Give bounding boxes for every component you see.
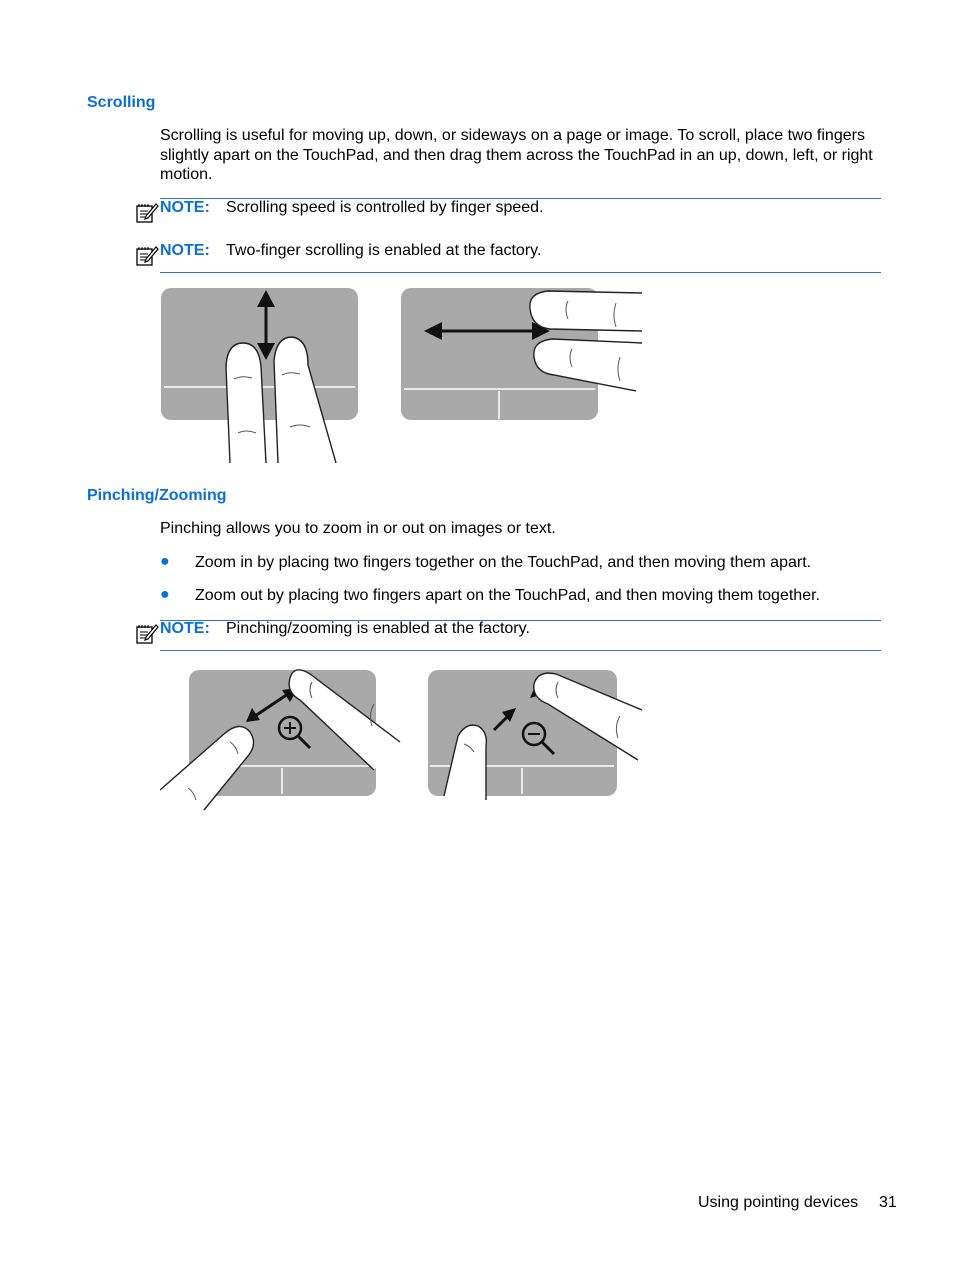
- note-text: Two-finger scrolling is enabled at the factory.: [226, 242, 542, 259]
- scrolling-paragraph-line: Scrolling is useful for moving up, down, or sideways on a page or image. To scroll, place two fingers: [160, 127, 865, 144]
- scrolling-paragraph-line: motion.: [160, 166, 213, 183]
- pinching-paragraph: Pinching allows you to zoom in or out on images or text.: [160, 520, 556, 537]
- note-pad-icon: [135, 201, 159, 223]
- bullet-dot: ●: [160, 553, 170, 570]
- zoom-out-illustration: [426, 660, 644, 812]
- bullet-dot: ●: [160, 586, 170, 603]
- page-number: 31: [879, 1194, 897, 1211]
- scrolling-paragraph-line: slightly apart on the TouchPad, and then drag them across the TouchPad in an up, down, left, or right: [160, 146, 873, 164]
- note-text: Pinching/zooming is enabled at the factory.: [226, 620, 530, 637]
- bullet-item: Zoom in by placing two fingers together on the TouchPad, and then moving them apart.: [195, 554, 812, 571]
- note-pad-icon: [135, 244, 159, 266]
- heading-pinching-zooming: Pinching/Zooming: [87, 487, 227, 504]
- scrolling-paragraph: [160, 126, 900, 185]
- vertical-scroll-illustration: [160, 287, 360, 463]
- horizontal-scroll-illustration: [400, 287, 642, 423]
- note-rule-bottom: [160, 650, 881, 651]
- note-label: NOTE:: [160, 620, 210, 637]
- bullet-item: Zoom out by placing two fingers apart on the TouchPad, and then moving them together.: [195, 587, 820, 604]
- heading-scrolling: Scrolling: [87, 94, 156, 111]
- note-label: NOTE:: [160, 199, 210, 216]
- note-text: Scrolling speed is controlled by finger speed.: [226, 199, 544, 216]
- note-rule-bottom: [160, 272, 881, 273]
- zoom-in-illustration: [160, 660, 404, 812]
- note-pad-icon: [135, 622, 159, 644]
- footer-section-title: Using pointing devices: [698, 1194, 859, 1211]
- note-label: NOTE:: [160, 242, 210, 259]
